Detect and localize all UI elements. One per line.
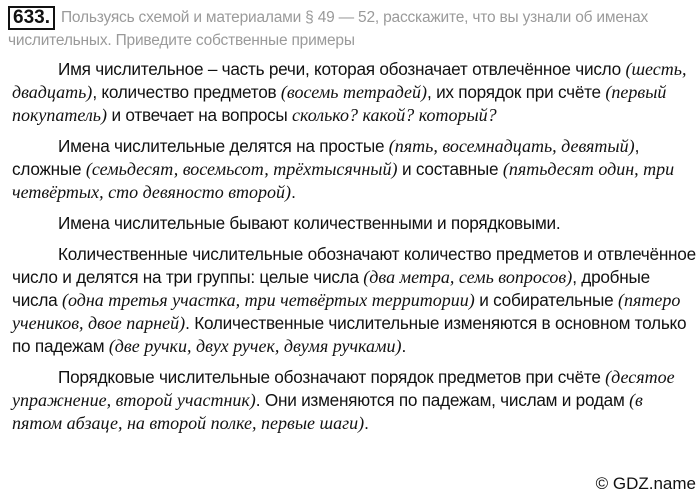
example-text: (два метра, семь вопросов) [363, 267, 573, 287]
example-text: (шесть, двадцать) [12, 59, 687, 102]
example-text: (пять, восемнадцать, девятый) [388, 136, 635, 156]
paragraph [12, 212, 696, 235]
body-text: и составные [397, 159, 503, 179]
exercise-header [8, 6, 698, 51]
example-text: (одна третья участка, три четвёртых территории) [62, 290, 475, 310]
exercise-number: 633. [8, 6, 55, 30]
paragraph [12, 366, 696, 435]
body-text: . Они изменяются по падежам, числам и родам [255, 390, 630, 410]
body-text: , сложные [12, 136, 640, 179]
example-text: (две ручки, двух ручек, двумя ручками) [108, 336, 402, 356]
body-text: Имя числительное – часть речи, которая обозначает отвлечённое число [58, 59, 626, 79]
body-text: и отвечает на вопросы [106, 105, 292, 125]
watermark: © GDZ.name [595, 474, 696, 493]
body-text: Имена числительные делятся на простые [58, 136, 389, 156]
paragraph [12, 243, 696, 358]
example-text: (пятеро учеников, двое парней) [12, 290, 681, 333]
paragraph [12, 135, 696, 204]
body-text: , дробные числа [12, 267, 650, 310]
exercise-instruction: Пользуясь схемой и материалами § 49 — 52, расскажите, что вы узнали об именах числительных. Приведите собственные примеры [8, 9, 649, 49]
example-text: сколько? какой? который? [291, 105, 497, 125]
body-text: Имена числительные бывают количественными и порядковыми. [58, 213, 561, 233]
example-text: (пятьдесят один, три четвёртых, сто девяносто второй) [12, 159, 675, 202]
body-text: , их порядок при счёте [427, 82, 606, 102]
paragraph [12, 58, 696, 127]
body-text: . Количественные числительные изменяются в основном только по падежам [12, 313, 687, 356]
body-text: , количество предметов [92, 82, 281, 102]
body-text: Количественные числительные обозначают количество предметов и отвлечённое число и делятся на три группы: целые числа [12, 244, 696, 287]
body-text: и собирательные [474, 290, 618, 310]
example-text: (в пятом абзаце, на второй полке, первые шаги) [12, 390, 643, 433]
body-text: . [291, 182, 296, 202]
body-text: . [364, 413, 369, 433]
body-text: . [401, 336, 407, 356]
example-text: (первый покупатель) [12, 82, 667, 125]
answer-text [12, 58, 696, 435]
example-text: (семьдесят, восемьсот, трёхтысячный) [85, 159, 398, 179]
body-text: Порядковые числительные обозначают порядок предметов при счёте [58, 367, 606, 387]
example-text: (десятое упражнение, второй участник) [12, 367, 675, 410]
example-text: (восемь тетрадей) [280, 82, 428, 102]
